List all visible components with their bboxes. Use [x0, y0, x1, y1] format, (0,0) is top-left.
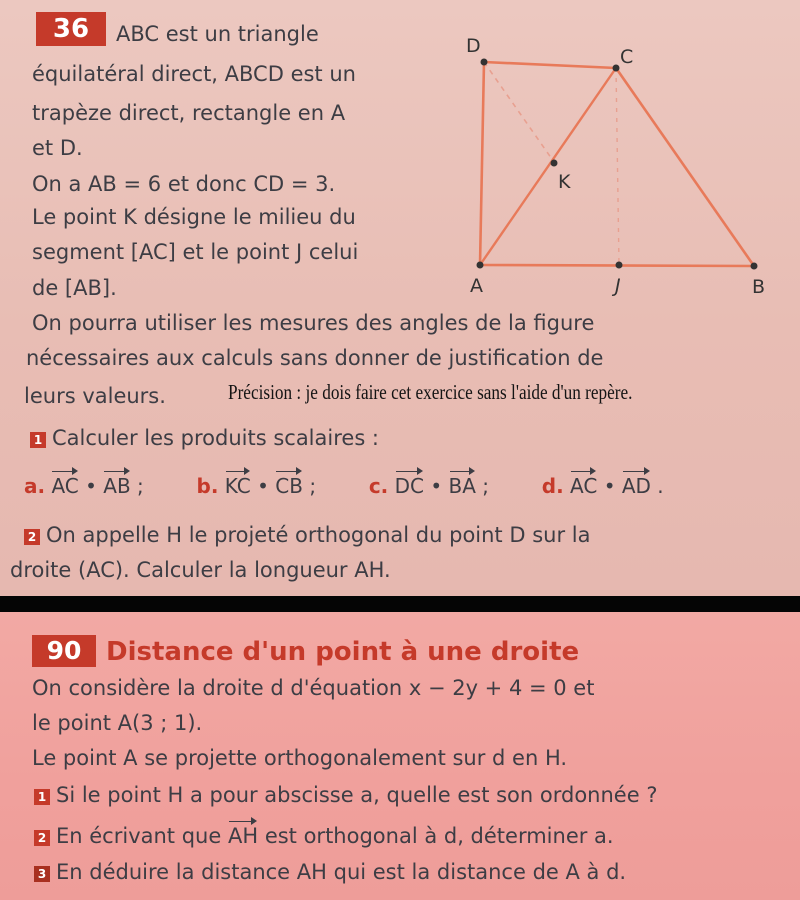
- statement-line: On pourra utiliser les mesures des angles de la figure: [32, 311, 595, 335]
- dot-operator: •: [430, 474, 443, 498]
- statement-line: On considère la droite d d'équation x − 2y + 4 = 0 et: [32, 676, 595, 700]
- statement-line: de [AB].: [32, 276, 117, 300]
- item-label: b.: [196, 474, 219, 498]
- statement-line: et D.: [32, 136, 83, 160]
- exercise-number: 90: [32, 635, 96, 667]
- question-1: [30, 426, 379, 450]
- question-text: On appelle H le projeté orthogonal du point D sur la: [46, 523, 591, 547]
- question-text-pre: En écrivant que: [56, 824, 222, 848]
- dot-operator: •: [85, 474, 97, 498]
- question-1-items: [24, 470, 664, 498]
- separator: ;: [482, 474, 490, 498]
- question-marker: 1: [34, 789, 50, 805]
- trapezoid-figure: [466, 30, 790, 300]
- vector: AH: [228, 820, 258, 848]
- point-c: [613, 65, 620, 72]
- item-label: c.: [368, 474, 389, 498]
- exercise-title: Distance d'un point à une droite: [106, 637, 580, 667]
- separator: ;: [137, 474, 144, 498]
- dot-operator: •: [603, 474, 616, 498]
- exercise-90: [0, 612, 800, 900]
- vector: DC: [395, 470, 424, 498]
- dot-operator: •: [257, 474, 269, 498]
- question-text: Si le point H a pour abscisse a, quelle est son ordonnée ?: [56, 783, 658, 807]
- point-b: [751, 263, 758, 270]
- question-1: [34, 783, 657, 807]
- statement-line: équilatéral direct, ABCD est un: [32, 62, 356, 86]
- point-d: [481, 59, 488, 66]
- vector: AB: [103, 470, 130, 498]
- question-marker: 1: [30, 432, 46, 448]
- label-b: B: [752, 276, 766, 298]
- question-2: [24, 523, 590, 547]
- item-b: [197, 474, 323, 498]
- label-k: K: [558, 171, 571, 193]
- exercise-number: 36: [36, 12, 106, 46]
- vector: BA: [449, 470, 476, 498]
- question-marker: 2: [34, 830, 50, 846]
- statement-line: leurs valeurs.: [24, 384, 166, 408]
- vector: KC: [225, 470, 251, 498]
- divider: [0, 596, 800, 612]
- statement-line: segment [AC] et le point J celui: [32, 240, 359, 264]
- item-d: [542, 474, 664, 498]
- handwritten-note: Précision : je dois faire cet exercice sans l'aide d'un repère.: [228, 380, 633, 404]
- vector: AC: [570, 470, 597, 498]
- label-d: D: [466, 35, 481, 57]
- vector: CB: [275, 470, 303, 498]
- label-c: C: [620, 46, 634, 68]
- statement-line: ABC est un triangle: [116, 22, 319, 46]
- item-c: [369, 474, 496, 498]
- vector: AD: [622, 470, 651, 498]
- point-k: [551, 160, 558, 167]
- question-3: [34, 860, 626, 884]
- question-text: Calculer les produits scalaires :: [52, 426, 380, 450]
- item-label: d.: [541, 474, 564, 498]
- question-marker: 3: [34, 866, 50, 882]
- vector: AC: [51, 470, 78, 498]
- statement-line: trapèze direct, rectangle en A: [32, 101, 346, 125]
- statement-line: Le point A se projette orthogonalement sur d en H.: [32, 746, 568, 770]
- question-text-post: est orthogonal à d, déterminer a.: [264, 824, 614, 848]
- statement-line: nécessaires aux calculs sans donner de justification de: [26, 346, 604, 370]
- statement-line: Le point K désigne le milieu du: [32, 205, 356, 229]
- question-2: [34, 820, 614, 848]
- question-2-cont: droite (AC). Calculer la longueur AH.: [10, 558, 391, 582]
- item-a: [24, 474, 150, 498]
- separator: ;: [309, 474, 317, 498]
- label-a: A: [470, 275, 483, 297]
- point-a: [477, 262, 484, 269]
- statement-line: le point A(3 ; 1).: [32, 711, 203, 735]
- point-j: [616, 262, 623, 269]
- item-label: a.: [24, 474, 46, 498]
- question-text: En déduire la distance AH qui est la distance de A à d.: [56, 860, 627, 884]
- separator: .: [657, 474, 664, 498]
- label-j: J: [615, 275, 621, 297]
- question-marker: 2: [24, 529, 40, 545]
- statement-line: On a AB = 6 et donc CD = 3.: [32, 172, 336, 196]
